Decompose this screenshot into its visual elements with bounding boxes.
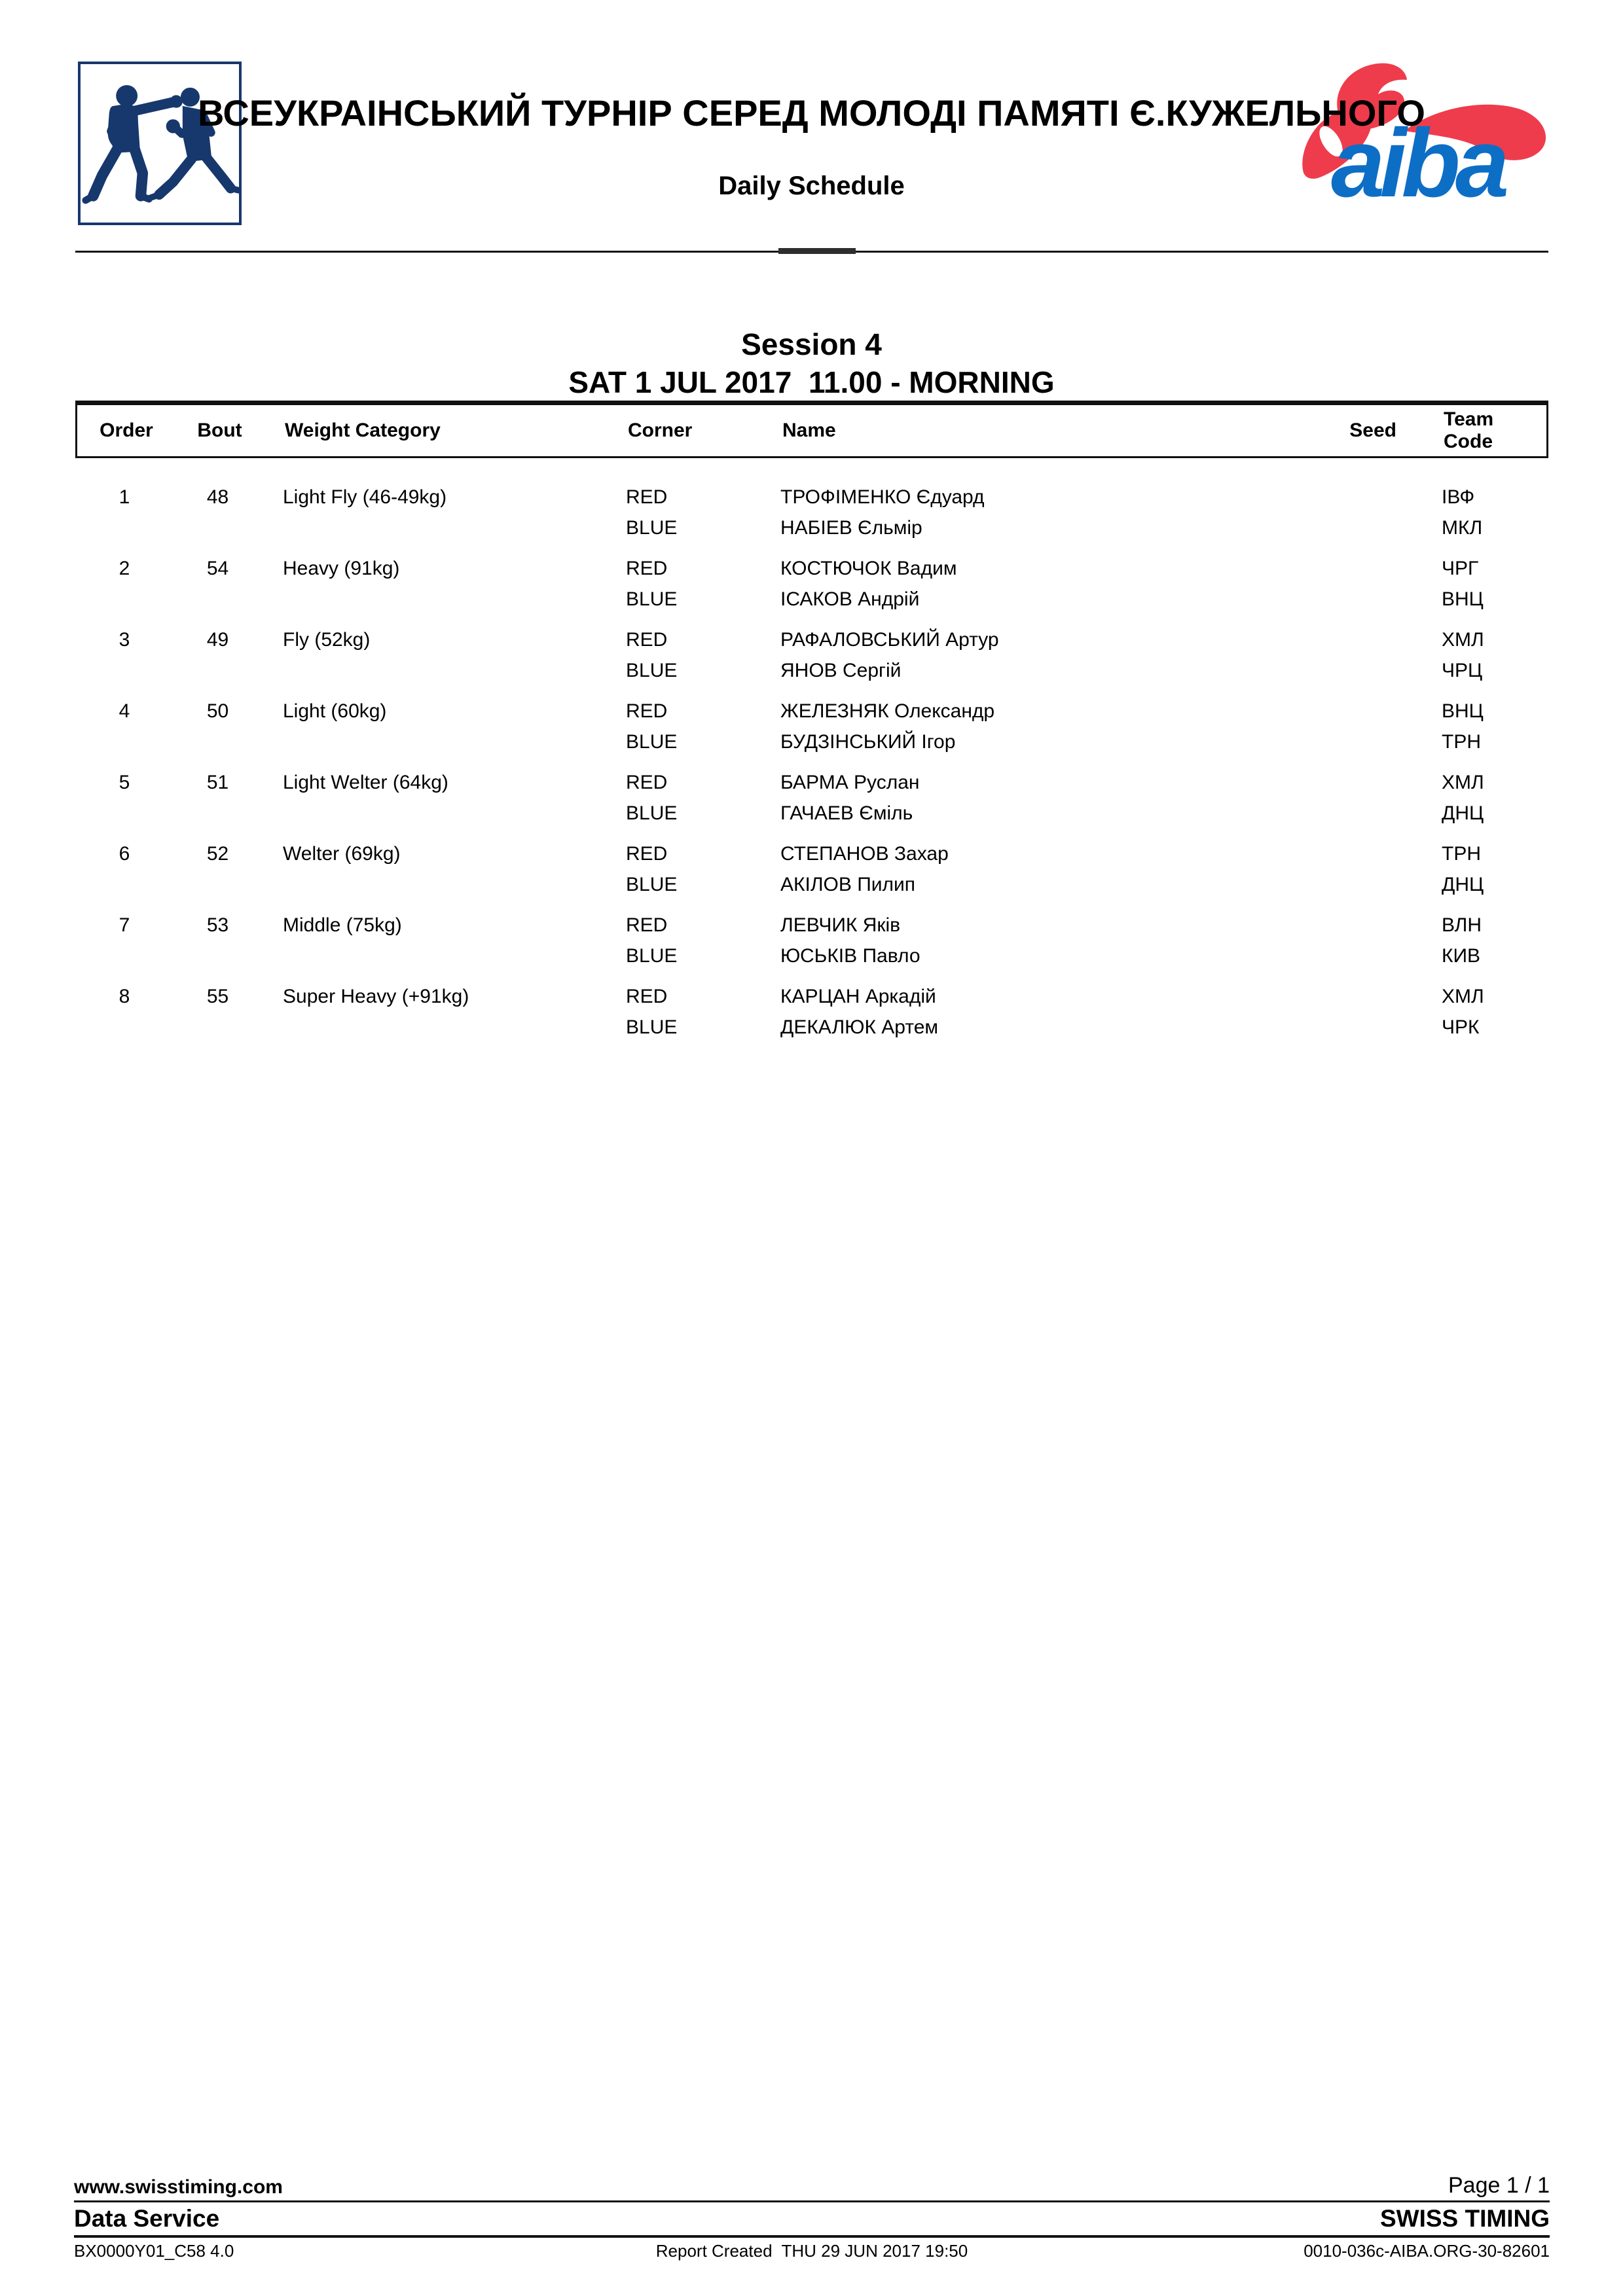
bout-number: 49 bbox=[206, 629, 229, 651]
team-code-red: ВНЦ bbox=[1442, 700, 1484, 722]
session-datetime: SAT 1 JUL 2017 11.00 - MORNING bbox=[568, 365, 1055, 399]
bout-row bbox=[75, 553, 1548, 615]
corner-label-red: RED bbox=[626, 986, 668, 1007]
red-corner-line bbox=[75, 767, 1548, 798]
seed-blue bbox=[1309, 655, 1395, 686]
weight-category: Heavy (91kg) bbox=[283, 558, 400, 579]
corner-label-blue: BLUE bbox=[626, 660, 678, 681]
seed-red bbox=[1309, 482, 1395, 512]
boxer-name-blue: БУДЗІНСЬКИЙ Ігор bbox=[780, 731, 956, 753]
boxer-name-red: КОСТЮЧОК Вадим bbox=[780, 558, 957, 579]
boxer-name-red: СТЕПАНОВ Захар bbox=[780, 843, 949, 865]
bout-order-number: 4 bbox=[119, 700, 130, 722]
blue-corner-line bbox=[75, 1012, 1548, 1043]
boxer-name-blue: ДЕКАЛЮК Артем bbox=[780, 1016, 939, 1038]
team-code-blue: ЧРЦ bbox=[1442, 660, 1483, 681]
corner-label-red: RED bbox=[626, 772, 668, 793]
header-name: Name bbox=[782, 420, 836, 441]
bout-number: 48 bbox=[206, 486, 229, 508]
weight-category: Light (60kg) bbox=[283, 700, 387, 722]
boxer-name-red: ЖЕЛЕЗНЯК Олександр bbox=[780, 700, 995, 722]
red-corner-line bbox=[75, 696, 1548, 726]
seed-blue bbox=[1309, 512, 1395, 543]
bout-row bbox=[75, 767, 1548, 829]
seed-blue bbox=[1309, 941, 1395, 971]
bout-number: 55 bbox=[206, 986, 229, 1007]
red-corner-line bbox=[75, 981, 1548, 1012]
weight-category: Light Fly (46-49kg) bbox=[283, 486, 447, 508]
team-code-blue: КИВ bbox=[1442, 945, 1481, 967]
header-team-line1: Team bbox=[1444, 408, 1494, 430]
bout-order-number: 6 bbox=[119, 843, 130, 865]
bout-number: 54 bbox=[206, 558, 229, 579]
corner-label-blue: BLUE bbox=[626, 1016, 678, 1038]
bout-row bbox=[75, 624, 1548, 686]
blue-corner-line bbox=[75, 512, 1548, 543]
bout-row bbox=[75, 482, 1548, 543]
swisstiming-url: www.swisstiming.com bbox=[74, 2176, 283, 2198]
boxer-name-red: ТРОФІМЕНКО Єдуард bbox=[780, 486, 985, 508]
page-footer bbox=[74, 2173, 1550, 2261]
bout-order-number: 1 bbox=[119, 486, 130, 508]
boxer-name-blue: НАБІЕВ Єльмір bbox=[780, 517, 922, 539]
red-corner-line bbox=[75, 624, 1548, 655]
team-code-red: ВЛН bbox=[1442, 914, 1482, 936]
seed-blue bbox=[1309, 726, 1395, 757]
team-code-red: ТРН bbox=[1442, 843, 1481, 865]
red-corner-line bbox=[75, 910, 1548, 941]
boxer-name-blue: ЯНОВ Сергій bbox=[780, 660, 902, 681]
boxer-name-red: РАФАЛОВСЬКИЙ Артур bbox=[780, 629, 999, 651]
document-code: BX0000Y01_C58 4.0 bbox=[74, 2241, 234, 2261]
weight-category: Super Heavy (+91kg) bbox=[283, 986, 469, 1007]
corner-label-blue: BLUE bbox=[626, 517, 678, 539]
corner-label-red: RED bbox=[626, 914, 668, 936]
team-code-blue: ТРН bbox=[1442, 731, 1481, 753]
header-order: Order bbox=[100, 420, 153, 441]
seed-red bbox=[1309, 696, 1395, 726]
corner-label-blue: BLUE bbox=[626, 945, 678, 967]
corner-label-red: RED bbox=[626, 843, 668, 865]
swiss-timing-label: SWISS TIMING bbox=[1380, 2205, 1550, 2232]
blue-corner-line bbox=[75, 726, 1548, 757]
report-created-timestamp: Report Created THU 29 JUN 2017 19:50 bbox=[655, 2241, 968, 2261]
aiba-logo bbox=[1293, 60, 1584, 227]
bout-order-number: 8 bbox=[119, 986, 130, 1007]
seed-red bbox=[1309, 624, 1395, 655]
bout-row bbox=[75, 910, 1548, 971]
bout-row bbox=[75, 838, 1548, 900]
corner-label-red: RED bbox=[626, 700, 668, 722]
page-title: ВСЕУКРАІНСЬКИЙ ТУРНІР СЕРЕД МОЛОДІ ПАМЯТІ Є.КУЖЕЛЬНОГО bbox=[198, 92, 1425, 134]
bout-row bbox=[75, 696, 1548, 757]
header-bout: Bout bbox=[197, 420, 242, 441]
seed-blue bbox=[1309, 584, 1395, 615]
header-team-line2: Code bbox=[1444, 431, 1493, 452]
seed-blue bbox=[1309, 798, 1395, 829]
corner-label-red: RED bbox=[626, 629, 668, 651]
team-code-red: ЧРГ bbox=[1442, 558, 1479, 579]
schedule-rows bbox=[75, 482, 1548, 1052]
session-title: Session 4 bbox=[741, 327, 882, 361]
team-code-blue: ДНЦ bbox=[1442, 802, 1484, 824]
red-corner-line bbox=[75, 482, 1548, 512]
team-code-blue: МКЛ bbox=[1442, 517, 1483, 539]
corner-label-red: RED bbox=[626, 558, 668, 579]
data-service-label: Data Service bbox=[74, 2205, 220, 2232]
bout-number: 53 bbox=[206, 914, 229, 936]
blue-corner-line bbox=[75, 798, 1548, 829]
header-weight-category: Weight Category bbox=[285, 420, 441, 441]
corner-label-blue: BLUE bbox=[626, 802, 678, 824]
team-code-red: ІВФ bbox=[1442, 486, 1475, 508]
bout-number: 51 bbox=[206, 772, 229, 793]
bout-number: 52 bbox=[206, 843, 229, 865]
team-code-red: ХМЛ bbox=[1442, 986, 1484, 1007]
seed-red bbox=[1309, 838, 1395, 869]
seed-red bbox=[1309, 981, 1395, 1012]
bout-order-number: 7 bbox=[119, 914, 130, 936]
seed-blue bbox=[1309, 869, 1395, 900]
blue-corner-line bbox=[75, 941, 1548, 971]
seed-red bbox=[1309, 553, 1395, 584]
boxer-name-red: БАРМА Руслан bbox=[780, 772, 920, 793]
corner-label-blue: BLUE bbox=[626, 874, 678, 895]
team-code-blue: ДНЦ bbox=[1442, 874, 1484, 895]
header-divider-thick-segment bbox=[778, 248, 856, 254]
bout-row bbox=[75, 981, 1548, 1043]
seed-red bbox=[1309, 910, 1395, 941]
weight-category: Light Welter (64kg) bbox=[283, 772, 448, 793]
boxer-name-blue: ГАЧАЕВ Єміль bbox=[780, 802, 913, 824]
red-corner-line bbox=[75, 838, 1548, 869]
blue-corner-line bbox=[75, 584, 1548, 615]
header-corner: Corner bbox=[628, 420, 693, 441]
team-code-red: ХМЛ bbox=[1442, 772, 1484, 793]
header-seed: Seed bbox=[1349, 420, 1396, 441]
seed-blue bbox=[1309, 1012, 1395, 1043]
boxer-name-blue: ЮСЬКІВ Павло bbox=[780, 945, 921, 967]
boxer-name-blue: ІСАКОВ Андрій bbox=[780, 588, 920, 610]
weight-category: Middle (75kg) bbox=[283, 914, 402, 936]
corner-label-red: RED bbox=[626, 486, 668, 508]
schedule-table-header bbox=[75, 401, 1548, 458]
report-id: 0010-036c-AIBA.ORG-30-82601 bbox=[1304, 2241, 1550, 2261]
seed-red bbox=[1309, 767, 1395, 798]
corner-label-blue: BLUE bbox=[626, 731, 678, 753]
bout-order-number: 2 bbox=[119, 558, 130, 579]
weight-category: Welter (69kg) bbox=[283, 843, 401, 865]
page-number: Page 1 / 1 bbox=[1448, 2173, 1550, 2198]
team-code-red: ХМЛ bbox=[1442, 629, 1484, 651]
red-corner-line bbox=[75, 553, 1548, 584]
blue-corner-line bbox=[75, 869, 1548, 900]
aiba-logo-wordmark: aiba bbox=[1331, 109, 1504, 217]
corner-label-blue: BLUE bbox=[626, 588, 678, 610]
boxer-name-red: ЛЕВЧИК Яків bbox=[780, 914, 901, 936]
bout-order-number: 3 bbox=[119, 629, 130, 651]
header-team-code bbox=[1396, 408, 1546, 453]
team-code-blue: ВНЦ bbox=[1442, 588, 1484, 610]
team-code-blue: ЧРК bbox=[1442, 1016, 1480, 1038]
blue-corner-line bbox=[75, 655, 1548, 686]
weight-category: Fly (52kg) bbox=[283, 629, 371, 651]
page-subtitle: Daily Schedule bbox=[718, 171, 905, 200]
bout-number: 50 bbox=[206, 700, 229, 722]
bout-order-number: 5 bbox=[119, 772, 130, 793]
boxer-name-red: КАРЦАН Аркадій bbox=[780, 986, 936, 1007]
boxer-name-blue: АКІЛОВ Пилип bbox=[780, 874, 916, 895]
